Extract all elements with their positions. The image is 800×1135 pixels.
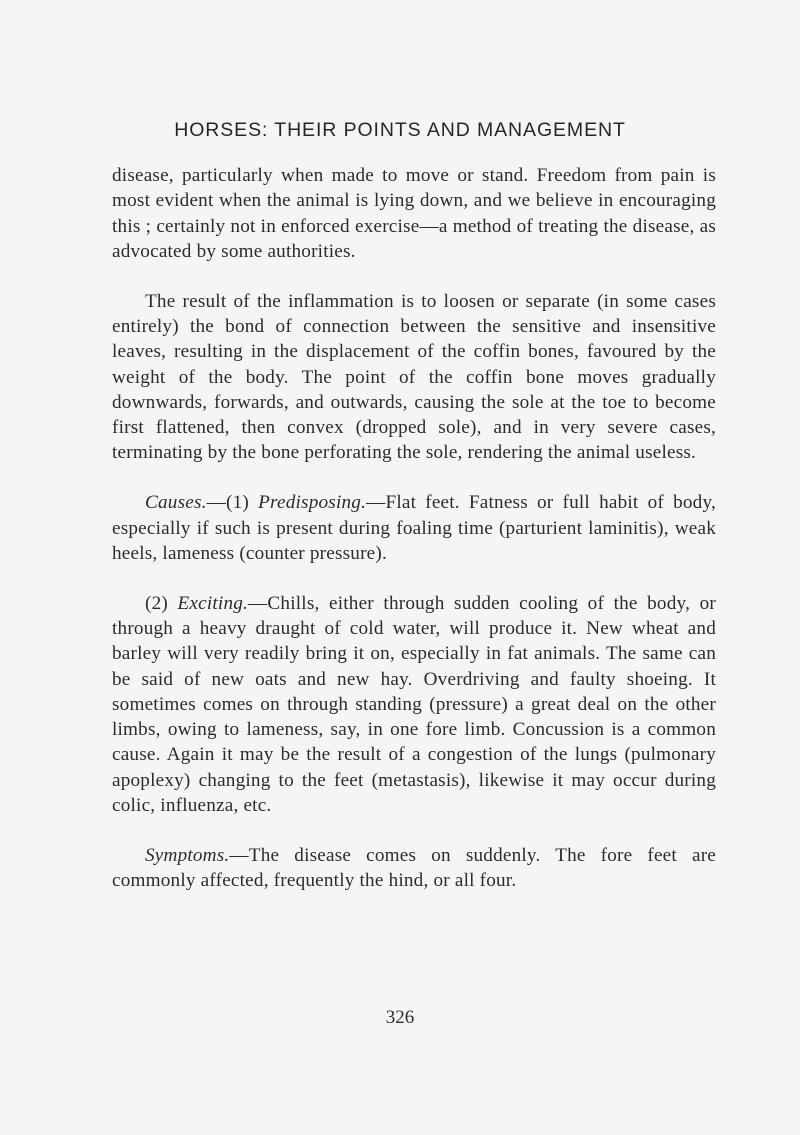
- symptoms-text: —The disease comes on suddenly. The fore feet are commonly affected, frequently the hind, or all four.: [112, 844, 716, 892]
- exciting-text: —Chills, either through sudden cooling of the body, or through a heavy draught of cold water, will produce it. New wheat and barley will very readily bring it on, especially in fat animals. The same can be said of new oats and new hay. Overdriving and faulty shoeing. It sometimes comes on through standing (pressure) a great deal on the other limbs, owing to lameness, say, in one fore limb. Concussion is a common cause. Again it may be the result of a congestion of the lungs (pulmonary apoplexy) changing to the feet (metastasis), likewise it may occur during colic, influenza, etc.: [112, 592, 716, 817]
- exciting-number: (2): [145, 592, 178, 614]
- paragraph-continued: disease, particularly when made to move or stand. Freedom from pain is most evident when the animal is lying down, and we believe in encouraging this ; certainly not in enforced exercise—a method of treating the disease, as advocated by some authorities.: [112, 165, 716, 262]
- paragraph-symptoms: [112, 843, 716, 894]
- paragraph-exciting: [112, 591, 716, 819]
- page-number: 326: [385, 1007, 415, 1028]
- symptoms-heading: Symptoms.: [145, 844, 230, 866]
- predisposing-subheading: Predisposing.: [258, 492, 367, 514]
- paragraph-causes: [112, 490, 716, 566]
- running-title: HORSES: THEIR POINTS AND MANAGEMENT: [174, 119, 626, 141]
- causes-heading: Causes.: [145, 492, 207, 514]
- causes-number: —(1): [206, 492, 259, 514]
- paragraph-inflammation: The result of the inflammation is to loosen or separate (in some cases entirely) the bond of connection between the sensitive and insensitive leaves, resulting in the displacement of the coffin bones, favoured by the weight of the body. The point of the coffin bone moves gradually downwards, forwards, and outwards, causing the sole at the toe to become first flattened, then convex (dropped sole), and in very severe cases, terminating by the bone perforating the sole, rendering the animal useless.: [112, 290, 716, 464]
- exciting-subheading: Exciting.: [177, 592, 249, 614]
- page-body: [112, 163, 716, 918]
- predisposing-text: —Flat feet. Fatness or full habit of body, especially if such is present during foaling time (parturient laminitis), weak heels, lameness (counter pressure).: [112, 492, 716, 564]
